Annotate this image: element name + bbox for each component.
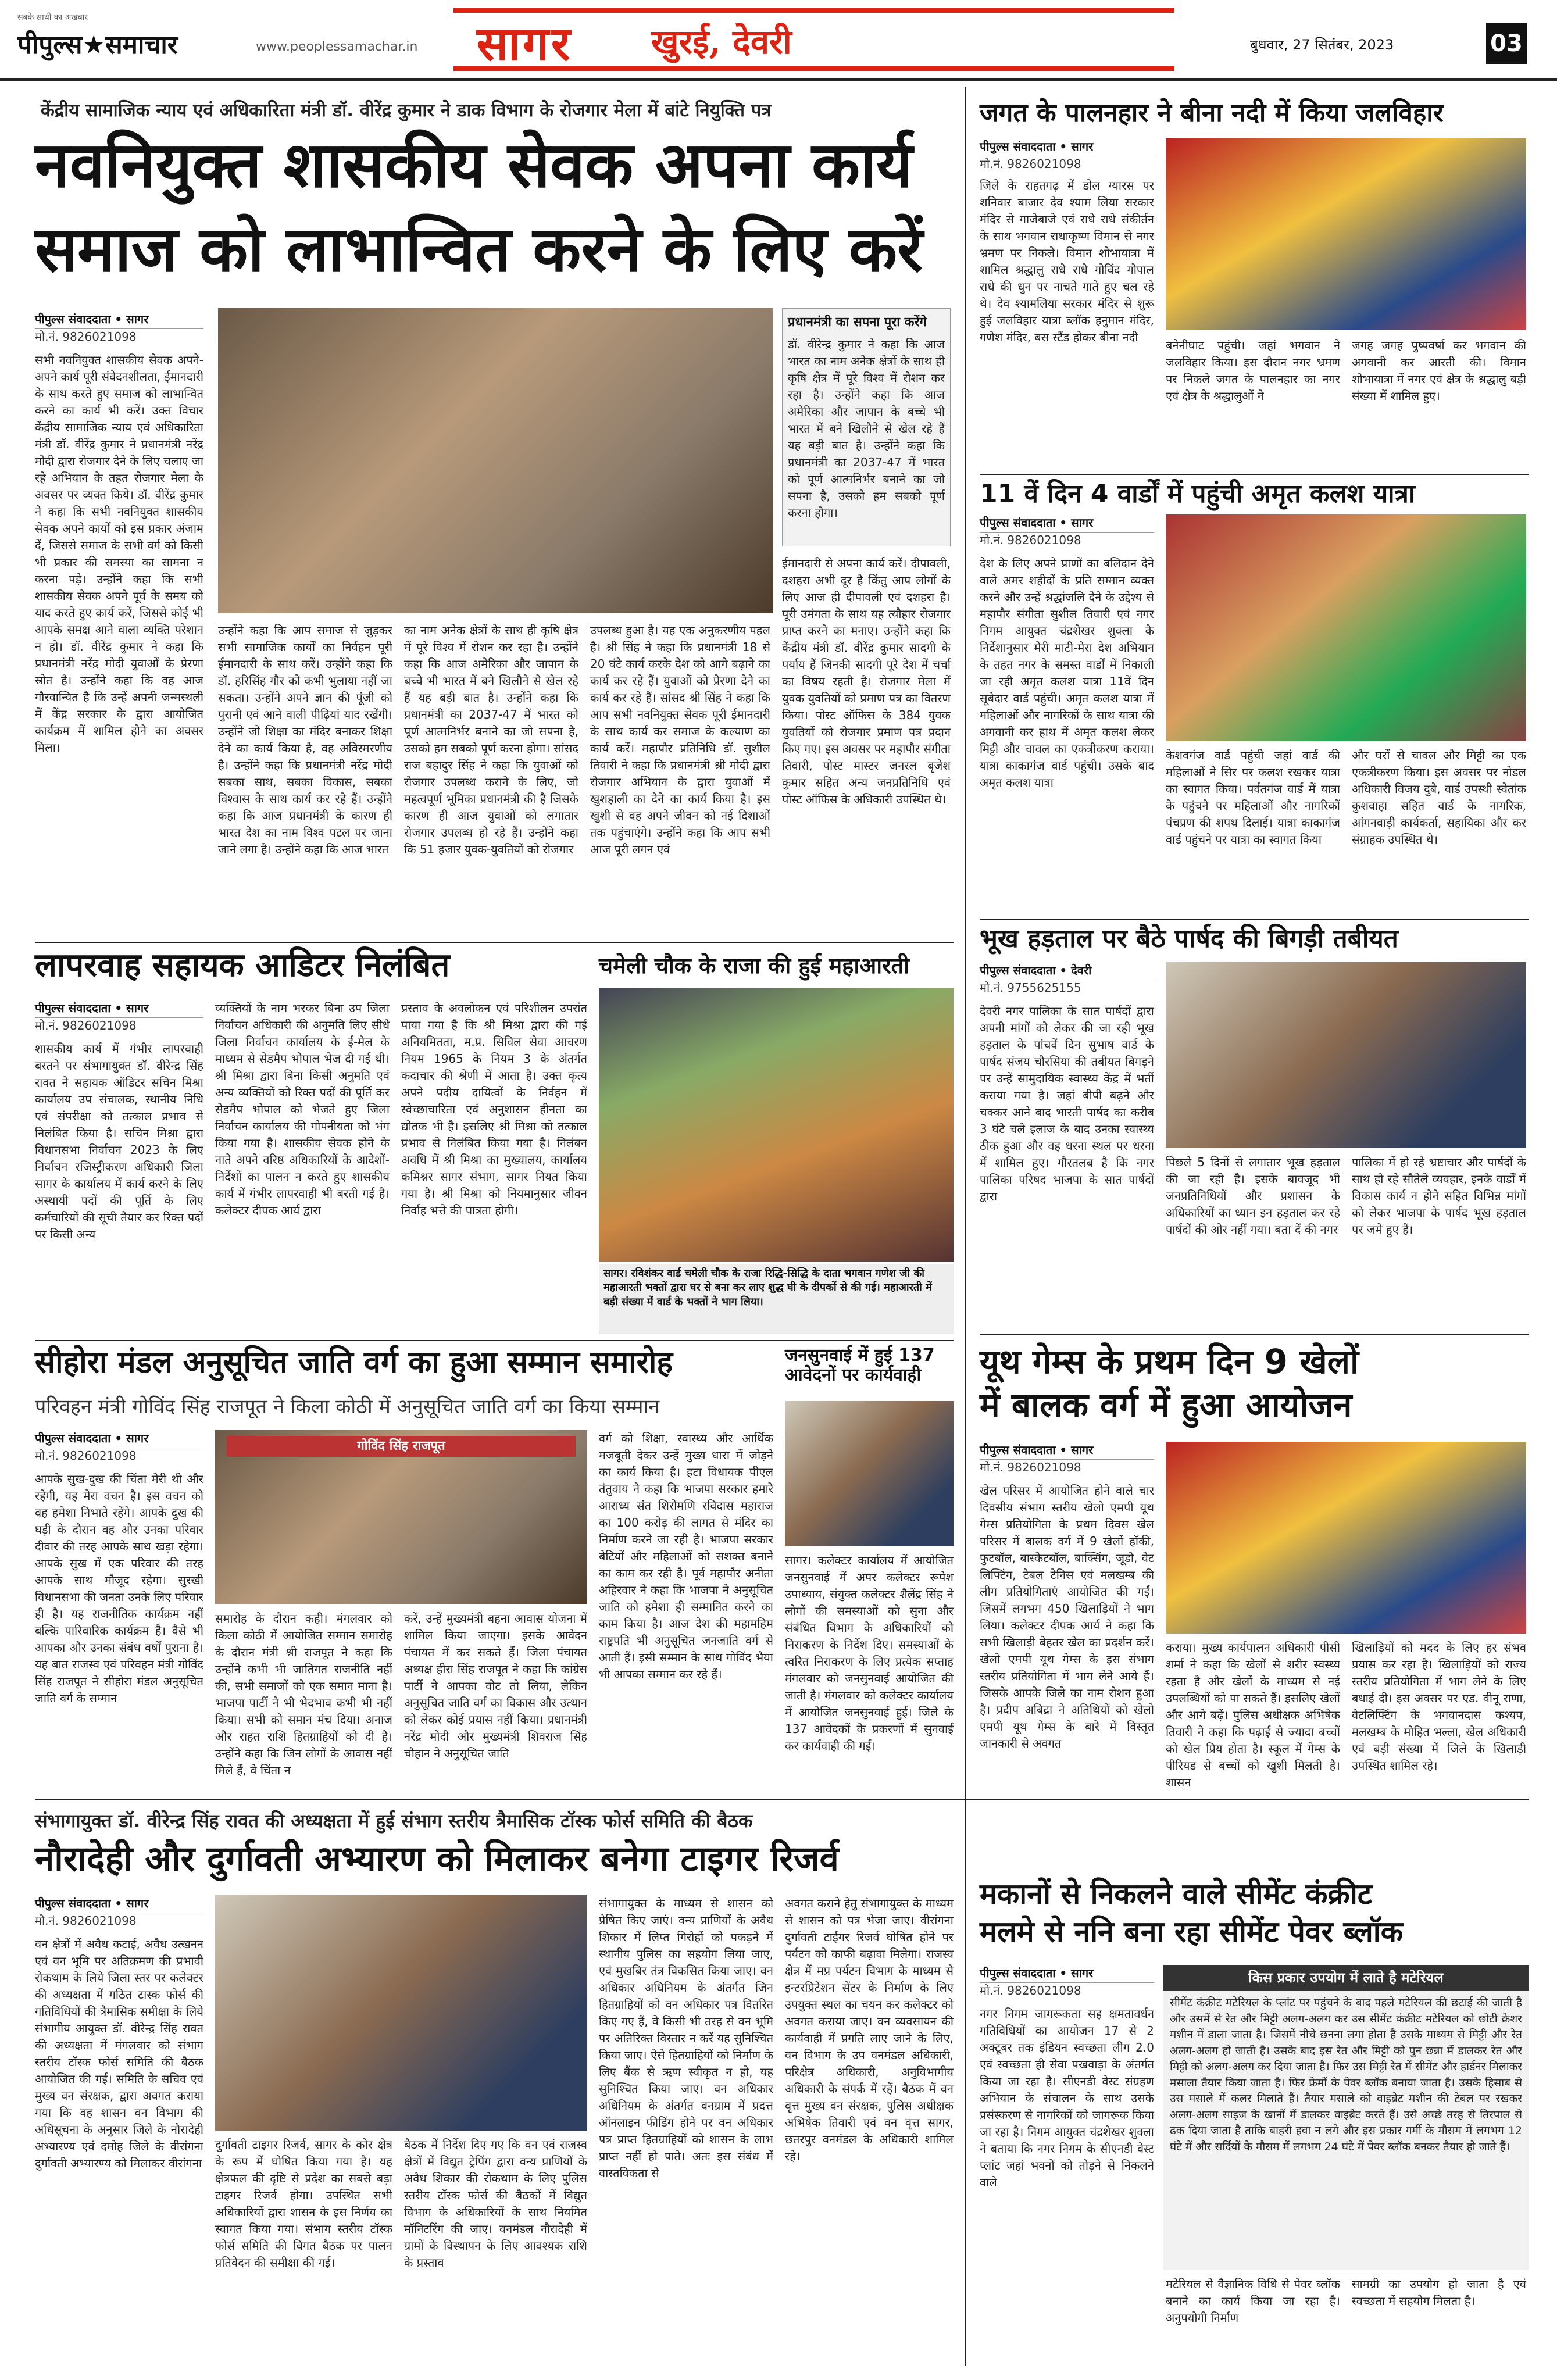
r5-column-3: सामग्री का उपयोग हो जाता है एवं स्वच्छता में सहयोग मिलता है। — [1352, 2277, 1526, 2308]
section-subtitle: खुरई, देवरी — [651, 22, 792, 62]
m4-photo — [785, 1401, 954, 1546]
page-number: 03 — [1486, 23, 1527, 64]
lead-column-4: उपलब्ध हुआ है। यह एक अनुकरणीय पहल है। श्री सिंह ने कहा कि प्रधानमंत्री 18 से 20 घंटे कार्य करके देश को आगे बढ़ाने का कार्य कर रहे हैं। युवाओं को प्रेरणा देने का कार्य कर रहे हैं। सांसद श्री सिंह ने कहा कि आप सभी नवनियुक्त सेवक पूरी ईमानदारी के साथ कार्य कर समाज के कल्याण का कार्य करें। महापौर प्रतिनिधि डॉ. सुशील तिवारी ने कहा कि प्रधानमंत्री श्री मोदी द्वारा रोजगार अभियान के द्वारा युवाओं में खुशहाली का देने का कार्य किया है। इस खुशी से वह अपने जीवन को नई दिशाओं तक पहुंचाएंगे। उन्होंने कहा कि आप सभी आज पूरी लगन एवं — [590, 623, 770, 856]
r2-mobile: मो.नं. 9826021098 — [980, 533, 1081, 547]
b1-headline: नौरादेही और दुर्गावती अभ्यारण को मिलाकर बनेगा टाइगर रिजर्व — [35, 1839, 839, 1879]
b1-column-4: संभागायुक्त के माध्यम से शासन को प्रेषित किए जाएं। वन्य प्राणियों के अवैध शिकार में लिप्त गिरोहों को पकड़ने में स्थानीय पुलिस का सहयोग लिया जाए, एवं मुखबिर तंत्र विकसित किया जाए। वन अधिकार अधिनियम के अंतर्गत जिन हितग्राहियों को वन अधिकार पत्र वितरित किए गए हैं, वे किसी भी तरह से वन भूमि पर अतिरिक्त विस्तार न करें यह सुनिश्चित किया जाए। ऐसे हितग्राहियों को निर्माण के लिए बैंक से ऋण स्वीकृत न हो, यह सुनिश्चित किया जाए। वन अधिकार अधिनियम के अंतर्गत वनग्राम में प्रदत्त ऑनलाइन फीडिंग होने पर वन अधिकार पत्र प्राप्त हितग्राहियों को शासन के लाभ प्राप्त नहीं हो पाते। अतः इस संबंध में वास्तविकता से — [599, 1896, 773, 2180]
m3-byline: पीपुल्स संवाददाता • सागर — [35, 1430, 203, 1448]
r4-headline-2: में बालक वर्ग में हुआ आयोजन — [980, 1385, 1352, 1425]
r4-column-2: कराया। मुख्य कार्यपालन अधिकारी पीसी शर्मा ने कहा कि खेलों से शरीर स्वस्थ्य रहता है और खेलों के माध्यम से नई उपलब्धियों को पा सकते हैं। इसलिए खेलों और आगे बढ़ें। पुलिस अधीक्षक अभिषेक तिवारी ने कहा कि पढ़ाई से ज्यादा बच्चों को खेल प्रिय होता है। स्कूल में गेम्स के पीरियड से बच्चों को खुशी मिलती है। शासन — [1166, 1641, 1340, 1789]
m2-caption: सागर। रविशंकर वार्ड चमेली चौक के राजा रिद्धि-सिद्धि के दाता भगवान गणेश जी की महाआरती भक्तों द्वारा घर से बना कर लाए शुद्ध घी के दीपकों से की गई। महाआरती में बड़ी संख्या में वार्ड के भक्तों ने भाग लिया। — [599, 1264, 954, 1334]
m2-photo — [599, 988, 954, 1262]
b1-kicker: संभागायुक्त डॉ. वीरेन्द्र सिंह रावत की अध्यक्षता में हुई संभाग स्तरीय त्रैमासिक टॉस्क फोर्स समिति की बैठक — [35, 1810, 753, 1832]
divider — [35, 942, 954, 943]
r5-column-2: मटेरियल से वैज्ञानिक विधि से पेवर ब्लॉक बनाने का कार्य किया जा रहा है। अनुपयोगी निर्माण — [1166, 2277, 1340, 2325]
m1-mobile: मो.नं. 9826021098 — [35, 1019, 137, 1032]
section-title: सागर — [477, 16, 573, 71]
r5-byline: पीपुल्स संवाददाता • सागर — [980, 1965, 1154, 1983]
lead-headline-1: नवनियुक्त शासकीय सेवक अपना कार्य — [35, 129, 913, 202]
m3-subhead: परिवहन मंत्री गोविंद सिंह राजपूत ने किला कोठी में अनुसूचित जाति वर्ग का किया सम्मान — [35, 1395, 660, 1418]
m4-headline: जनसुनवाई में हुई 137 आवेदनों पर कार्यवाही — [785, 1345, 935, 1385]
r2-photo — [1166, 514, 1526, 741]
sidebox-text: डॉ. वीरेन्द्र कुमार ने कहा कि आज भारत का नाम अनेक क्षेत्रों के साथ ही कृषि क्षेत्र में पूरे विश्व में रोशन कर रहा है। उन्होंने कहा कि आज अमेरिका और जापान के बच्चे भी भारत में बने खिलौने से खेल रहे हैं यह बड़ी बात है। उन्होंने कहा कि प्रधानमंत्री का 2037-47 में भारत को पूर्ण आत्मनिर्भर बनाने का जो सपना है, उसको हम सबको पूर्ण करना होगा। — [788, 337, 945, 520]
lead-photo — [218, 308, 773, 613]
site-url[interactable]: www.peoplessamachar.in — [256, 40, 418, 54]
b1-column-3: बैठक में निर्देश दिए गए कि वन एवं राजस्व क्षेत्रों में विद्युत ट्रेपिंग द्वारा वन्य प्राणियों के अवैध शिकार की रोकथाम के लिए पुलिस स्तरीय टॉस्क फोर्स की बैठकों में विद्युत विभाग के अधिकारियों के साथ नियमित मॉनिटरिंग की जाए। वनमंडल नौरादेही में ग्रामों के विस्थापन के लिए आवश्यक राशि के प्रस्ताव — [404, 2138, 587, 2270]
m3-column-4: वर्ग को शिक्षा, स्वास्थ्य और आर्थिक मजबूती देकर उन्हें मुख्य धारा में जोड़ने का कार्य किया है। हटा विधायक पीएल तंतुवाय ने कहा कि भाजपा सरकार हमारे आराध्य संत शिरोमणि रविदास महाराज का 100 करोड़ की लागत से मंदिर का निर्माण करने जा रही है। भाजपा सरकार बेटियों और महिलाओं को सशक्त बनाने का काम कर रही है। पूर्व महापौर अनीता अहिरवार ने कहा कि भाजपा ने अनुसूचित जाति को हमेशा ही सम्मानित करने का काम किया है। आज देश की महामहिम राष्ट्रपति भी अनुसूचित जनजाति वर्ग से आती हैं। इसी सम्मान के साथ गोविंद भैया भी आपका सम्मान कर रहे हैं। — [599, 1431, 773, 1681]
sidebox-title: प्रधानमंत्री का सपना पूरा करेंगे — [788, 315, 927, 330]
r2-headline: 11 वें दिन 4 वार्डों में पहुंची अमृत कलश यात्रा — [980, 479, 1416, 509]
r4-photo — [1166, 1442, 1526, 1634]
m3-column-3: करें, उन्हें मुख्यमंत्री बहना आवास योजना में शामिल किया जाएगा। इसके आवेदन पंचायत में कर सकते हैं। जिला पंचायत अध्यक्ष हीरा सिंह राजपूत ने कहा कि कांग्रेस पार्टी ने आपका वोट तो लिया, लेकिन अनुसूचित जाति वर्ग का विकास और उत्थान को लेकर कोई प्रयास नहीं किया। प्रधानमंत्री नरेंद्र मोदी और मुख्यमंत्री शिवराज सिंह चौहान ने अनुसूचित जाति — [404, 1611, 587, 1760]
m2-headline: चमेली चौक के राजा की हुई महाआरती — [599, 953, 910, 978]
logo-text: पीपुल्स★समाचार — [17, 30, 178, 60]
r4-column-3: खिलाड़ियों को मदद के लिए हर संभव प्रयास कर रहा है। खिलाड़ियों को राज्य स्तरीय प्रतियोगिता में भाग लेने के लिए बधाई दी। इस अवसर पर एड. वीनू राणा, वेटलिफ्टिंग के भगवानदास कश्यप, मलखम्ब के मोहित भल्ला, खेल अधिकारी एवं बड़ी संख्या में जिले के खिलाड़ी उपस्थित शामिल रहे। — [1352, 1641, 1526, 1773]
b1-column-1: वन क्षेत्रों में अवैध कटाई, अवैध उत्खनन एवं वन भूमि पर अतिक्रमण की प्रभावी रोकथाम के लिये जिला स्तर पर कलेक्टर की अध्यक्षता में गठित टास्क फोर्स की गतिविधियों की त्रैमासिक समीक्षा के लिये संभागीय आयुक्त डॉ. वीरेन्द्र सिंह रावत की अध्यक्षता में मंगलवार को संभाग स्तरीय टॉस्क फोर्स समिति की बैठक आयोजित की गई। समिति के सचिव एवं मुख्य वन संरक्षक, द्वारा अवगत कराया गया कि वह शासन वन विभाग की अधिसूचना के अनुसार जिले के नौरादेही अभ्यारण्य एवं दमोह जिले के वीरांगना दुर्गावती अभ्यारण्य को मिलाकर वीरांगना — [35, 1937, 203, 2170]
r1-column-3: जगह जगह पुष्पवर्षा कर भगवान की अगवानी कर आरती की। विमान शोभायात्रा में नगर एवं क्षेत्र के श्रद्धालु बड़ी संख्या में शामिल हुए। — [1352, 338, 1526, 403]
m3-column-1: आपके सुख-दुख की चिंता मेरी थी और रहेगी, यह मेरा वचन है। इस वचन को वह हमेशा निभाते रहेंगे। आपके दुख की घड़ी के दौरान वह और उनका परिवार दीवार की तरह आपके साथ खड़ा रहेगा। आपके सुख में एक परिवार की तरह आपके साथ मौजूद रहेगा। सुरखी विधानसभा की जनता उनके लिए परिवार ही है। यह राजनीतिक कार्यक्रम नहीं बल्कि पारिवारिक कार्यक्रम है। वैसे भी आपका और उनका संबंध वर्षों पुराना है। यह बात राजस्व एवं परिवहन मंत्री गोविंद सिंह राजपूत ने सीहोरा मंडल अनुसूचित जाति वर्ग के सम्मान — [35, 1472, 203, 1705]
lead-headline-2: समाज को लाभान्वित करने के लिए करें — [35, 213, 923, 286]
r5-column-1: नगर निगम जागरूकता सह क्षमतावर्धन गतिविधियों का आयोजन 17 से 2 अक्टूबर तक इंडियन स्वच्छता लीग 2.0 एवं स्वच्छता ही सेवा पखवाड़ा के अंतर्गत किया जा रहा है। सीएनडी वेस्ट संग्रहण अभियान के संचालन के साथ उसके प्रसंस्करण से नागरिकों को जागरूक किया जा रहा है। निगम आयुक्त चंद्रशेखर शुक्ला ने बताया कि नगर निगम के सीएनडी वेस्ट प्लांट जहां भवनों को तोड़ने से निकलने वाले — [980, 2007, 1154, 2189]
r1-byline: पीपुल्स संवाददाता • सागर — [980, 138, 1154, 156]
divider — [35, 1799, 1529, 1800]
lead-column-3: का नाम अनेक क्षेत्रों के साथ ही कृषि क्षेत्र में पूरे विश्व में रोशन कर रहा है। उन्होंने कहा कि आज अमेरिका और जापान के बच्चे भी भारत में बने खिलौने से खेल रहे हैं यह बड़ी बात है। उन्होंने कहा कि प्रधानमंत्री का 2037-47 में भारत को पूर्ण आत्मनिर्भर बनाने का जो सपना है, उसको हम सबको पूर्ण करना होगा। सांसद राज बहादुर सिंह ने कहा कि युवाओं को रोजगार उपलब्ध कराने के लिए, जो महत्वपूर्ण भूमिका प्रधानमंत्री की है जिसके कारण ही आज युवाओं को लगातार रोजगार उपलब्ध हो रहे हैं। उन्होंने कहा कि 51 हजार युवक-युवतियों को रोजगार — [404, 623, 578, 856]
r3-byline: पीपुल्स संवाददाता • देवरी — [980, 962, 1154, 980]
divider — [35, 1340, 954, 1341]
r3-photo — [1166, 962, 1526, 1148]
m1-column-2: व्यक्तियों के नाम भरकर बिना उप जिला निर्वाचन अधिकारी की अनुमति लिए सीधे जिला निर्वाचन कार्यालय के ई-मेल के माध्यम से सेडमैप भोपाल भेज दी गई थी। श्री मिश्रा द्वारा बिना किसी अनुमति एवं अन्य व्यक्तियों को रिक्त पदों की पूर्ति कर सेडमैप भोपाल को भेजते हुए जिला निर्वाचन कार्यालय की गोपनीयता को भंग किया गया है। शासकीय सेवक होने के नाते अपने वरिष्ठ अधिकारियों के आदेशों-निर्देशों का पालन न करते हुए शासकीय कार्य में गंभीर लापरवाही भी बरती गई है। कलेक्टर दीपक आर्य द्वारा — [215, 1001, 390, 1217]
tagline: सबके साथी का अखबार — [17, 13, 88, 22]
newspaper-logo[interactable] — [17, 12, 262, 67]
m3-mobile: मो.नं. 9826021098 — [35, 1449, 137, 1463]
r2-column-2: केशवगंज वार्ड पहुंची जहां वार्ड की महिलाओं ने सिर पर कलश रखकर यात्रा का स्वागत किया। पर्वतगंज वार्ड में यात्रा के पहुंचने पर महिलाओं और नागरिकों पंचप्रण की शपथ दिलाई। यात्रा काकागंज वार्ड पहुंचने पर यात्रा का स्वागत किया — [1166, 748, 1340, 846]
m1-column-3: प्रस्ताव के अवलोकन एवं परिशीलन उपरांत पाया गया है कि श्री मिश्रा द्वारा की गई अनियमितता, म.प्र. सिविल सेवा आचरण नियम 1965 के नियम 3 के अंतर्गत कदाचार की श्रेणी में आता है। उक्त कृत्य अपने पदीय दायित्वों के निर्वहन में स्वेच्छाचारिता एवं अनुशासन हीनता का द्योतक भी है। इसलिए श्री मिश्रा को तत्काल प्रभाव से निलंबित किया गया है। निलंबन अवधि में श्री मिश्रा का मुख्यालय, कार्यालय कमिश्नर सागर संभाग, सागर नियत किया गया है। श्री मिश्रा को नियमानुसार जीवन निर्वाह भत्ते की पात्रता होगी। — [401, 1001, 587, 1217]
r4-mobile: मो.नं. 9826021098 — [980, 1460, 1081, 1474]
r1-column-1: जिले के राहतगढ़ में डोल ग्यारस पर शनिवार बाजार देव श्याम लिया सरकार मंदिर से गाजेबाजे एवं राधे राधे संकीर्तन के साथ भगवान राधाकृष्ण विमान से नगर भ्रमण पर निकले। विमान शोभायात्रा में शामिल श्रद्धालु राधे राधे गोविंद गोपाल राधे की धुन पर नाचते गाते हुए चल रहे थे। देव श्यामलिया सरकार मंदिर से शुरू हुई जलविहार यात्रा ब्लॉक हनुमान मंदिर, गणेश मंदिर, बस स्टैंड होकर बीना नदी — [980, 178, 1154, 344]
m3-column-2: समारोह के दौरान कही। मंगलवार को किला कोठी में आयोजित सम्मान समारोह के दौरान मंत्री श्री राजपूत ने कहा कि उन्होंने कभी भी जातिगत राजनीति नहीं की, सभी समाजों को एक समान माना है। भाजपा पार्टी ने भी भेदभाव कभी भी नहीं किया। सभी को समान मंच दिया। अनाज और राहत राशि हितग्राहियों को दी है। उन्होंने कहा कि जिन लोगों के आवास नहीं मिले हैं, वे चिंता न — [215, 1611, 392, 1777]
divider — [980, 474, 1529, 475]
r4-byline: पीपुल्स संवाददाता • सागर — [980, 1442, 1154, 1460]
b1-byline: पीपुल्स संवाददाता • सागर — [35, 1895, 203, 1913]
r5-infobox-title: किस प्रकार उपयोग में लाते है मटेरियल — [1163, 1965, 1529, 1991]
r1-headline: जगत के पालनहार ने बीना नदी में किया जलविहार — [980, 98, 1444, 128]
lead-kicker: केंद्रीय सामाजिक न्याय एवं अधिकारिता मंत्री डॉ. वीरेंद्र कुमार ने डाक विभाग के रोजगार मेला में बांटे नियुक्ति पत्र — [41, 100, 772, 121]
b1-column-5: अवगत कराने हेतु संभागायुक्त के माध्यम से शासन को पत्र भेजा जाए। वीरांगना दुर्गावती टाईगर रिजर्व घोषित होने पर पर्यटन को काफी बढ़ावा मिलेगा। राजस्व क्षेत्र में मप्र पर्यटन विभाग के माध्यम से इन्टरप्रिटेशन सेंटर के निर्माण के लिए उपयुक्त स्थल का चयन कर कलेक्टर को अवगत कराया जाए। वन व्यवसायन की कार्यवाही में प्रगति लाए जाने के लिए, वन विभाग के उप वनमंडल अधिकारी, परिक्षेत्र अधिकारी, अनुविभागीय अधिकारी के संपर्क में रहें। बैठक में वन वृत्त मुख्य वन संरक्षक, पुलिस अधीक्षक अभिषेक तिवारी एवं वन वृत्त सागर, छतरपुर वनमंडल के अधिकारी शामिल रहे। — [785, 1896, 954, 2163]
lead-column-1: सभी नवनियुक्त शासकीय सेवक अपने-अपने कार्य पूरी संवेदनशीलता, ईमानदारी के साथ करते हुए समाज को लाभान्वित करने का कार्य भी करें। उक्त विचार केंद्रीय सामाजिक न्याय एवं अधिकारिता मंत्री डॉ. वीरेंद्र कुमार ने प्रधानमंत्री नरेंद्र मोदी द्वारा रोजगार देने के लिए चलाए जा रहे अभियान के तहत रोजगार मेला के अवसर पर व्यक्त किये। डॉ. वीरेंद्र कुमार ने कहा कि सभी नवनियुक्त शासकीय सेवक अपने कार्यों को इस प्रकार अंजाम दें, जिससे समाज के सभी वर्ग को किसी भी प्रकार की समस्या का सामना न करना पड़े। उन्होंने कहा कि सभी शासकीय सेवक अपने पूर्व के समय को याद करते हुए कार्य करें, जिससे कोई भी आपके समक्ष आने वाला व्यक्ति परेशान न हो। डॉ. वीरेंद्र कुमार ने कहा कि प्रधानमंत्री नरेंद्र मोदी युवाओं के प्रेरणा स्रोत है। उन्होंने कहा कि वह आज गौरवान्वित है कि उन्हें अपनी जन्मस्थली में केंद्र सरकार के द्वारा आयोजित कार्यक्रम में शामिल होने का अवसर मिला। — [35, 353, 203, 755]
divider — [980, 1334, 1529, 1335]
lead-byline: पीपुल्स संवाददाता • सागर — [35, 311, 203, 329]
r5-headline-2: मलमे से ननि बना रहा सीमेंट पेवर ब्लॉक — [980, 1915, 1404, 1949]
dateline: बुधवार, 27 सितंबर, 2023 — [1250, 37, 1394, 53]
r4-column-1: खेल परिसर में आयोजित होने वाले चार दिवसीय संभाग स्तरीय खेलो एमपी यूथ गेम्स प्रतियोगिता के प्रथम दिवस खेल परिसर में बालक वर्ग में 9 खेलों हॉकी, फुटबॉल, बास्केटबॉल, बाक्सिंग, जूडो, वेट लिफ्टिंग, टेबल टेनिस एवं मलखम्ब की लीग प्रतियोगिताएं आयोजित की गईं। जिसमें लगभग 450 खिलाड़ियों ने भाग लिया। कलेक्टर दीपक आर्य ने कहा कि सभी खिलाड़ी बेहतर खेल का प्रदर्शन करें। खेलो एमपी यूथ गेम्स के इस संभाग स्तरीय प्रतियोगिता में भाग लेने आये हैं। जिसके आपके जिले का नाम रोशन हुआ है। प्रदीप अबिद्रा ने अतिथियों को खेलो एमपी यूथ गेम्स के बारे में विस्तृत जानकारी से अवगत — [980, 1484, 1154, 1750]
r1-photo — [1166, 138, 1526, 330]
m3-banner: गोविंद सिंह राजपूत — [227, 1436, 576, 1457]
r1-mobile: मो.नं. 9826021098 — [980, 157, 1081, 171]
column-divider — [965, 87, 966, 2366]
r5-mobile: मो.नं. 9826021098 — [980, 1984, 1081, 1997]
r5-headline-1: मकानों से निकलने वाले सीमेंट कंक्रीट — [980, 1877, 1372, 1911]
b1-mobile: मो.नं. 9826021098 — [35, 1914, 137, 1928]
r3-headline: भूख हड़ताल पर बैठे पार्षद की बिगड़ी तबीयत — [980, 924, 1398, 953]
m1-byline: पीपुल्स संवाददाता • सागर — [35, 1000, 203, 1018]
lead-mobile: मो.नं. 9826021098 — [35, 330, 137, 344]
r2-column-3: और घरों से चावल और मिट्टी का एक एकत्रीकरण किया। इस अवसर पर नोडल अधिकारी विजय दुबे, वार्ड उपस्थी स्वेतांक कुशवाहा सहित वार्ड के नागरिक, आंगनवाड़ी कार्यकर्ता, सहायिका और कर संग्राहक उपस्थित थे। — [1352, 748, 1526, 846]
divider — [980, 919, 1529, 920]
m4-column-1: सागर। कलेक्टर कार्यालय में आयोजित जनसुनवाई में अपर कलेक्टर रूपेश उपाध्याय, संयुक्त कलेक्टर शैलेंद्र सिंह ने लोगों की समस्याओं को सुना और संबंधित विभाग के अधिकारियों को निराकरण के निर्देश दिए। समस्याओं के त्वरित निराकरण के लिए प्रत्येक सप्ताह मंगलवार को जनसुनवाई आयोजित की जाती है। मंगलवार को कलेक्टर कार्यालय में आयोजित जनसुनवाई हुई। जिले के 137 आवेदकों के प्रकरणों में सुनवाई कर कार्यवाही की गई। — [785, 1553, 954, 1753]
r2-byline: पीपुल्स संवाददाता • सागर — [980, 514, 1154, 533]
r4-headline-1: यूथ गेम्स के प्रथम दिन 9 खेलों — [980, 1342, 1359, 1381]
b1-photo — [215, 1895, 587, 2131]
r3-column-1: देवरी नगर पालिका के सात पार्षदों द्वारा अपनी मांगों को लेकर की जा रही भूख हड़ताल के पांचवें दिन सुभाष वार्ड के पार्षद संजय चौरसिया की तबीयत बिगड़ने पर उन्हें सामुदायिक स्वास्थ्य केंद्र में भर्ती कराया गया है। जहां बीपी बढ़ने और चक्कर आने बाद भारती पार्षद का करीब 3 घंटे चले इलाज के बाद उनका स्वास्थ्य ठीक हुआ और वह धरना स्थल पर धरना में शामिल हुए। गौरतलब है कि नगर पालिका परिषद भाजपा के सात पार्षदों द्वारा — [980, 1004, 1154, 1203]
r5-infobox-text: सीमेंट कंक्रीट मटेरियल के प्लांट पर पहुंचने के बाद पहले मटेरियल की छटाई की जाती है और उसमें से रेत और मिट्टी अलग-अलग कर उस सीमेंट कंक्रीट मटेरियल को छोटी क्रेशर मशीन में डाला जाता है। जिसमें नीचे छनना लगा होता है उसके माध्यम से मिट्टी और रेत अलग-अलग हो जाती है। उसके बाद इस रेत और मिट्टी को पुन छन्ना में डालकर रेत और मिट्टी को अलग-अलग कर दिया जाता है। फिर उस मिट्टी रेत में सीमेंट और हार्डनर मिलाकर मसाला तैयार किया जाता है। फिर फ्रेमों के पेवर ब्लॉक बनाया जाता है। उसके हिसाब से उस मसाले में कलर मिलाते हैं। तैयार मसाले को वाइब्रेट मशीन की टेबल पर रखकर अलग-अलग साइज के खानों में डालकर वाइब्रेट करते हैं। उसे अच्छे तरह से तिरपाल से ढक दिया जाता है ताकि बाहरी हवा न लगे और इस प्रकार गर्मी के मौसम में लगभग 12 घंटे में और सर्दियों के मौसम में लगभग 24 घंटे में पेवर ब्लॉक बनकर तैयार हो जाते हैं। — [1170, 1996, 1522, 2153]
r2-column-1: देश के लिए अपने प्राणों का बलिदान देने वाले अमर शहीदों के प्रति सम्मान व्यक्त करने और उन्हें श्रद्धांजलि देने के उद्देश्य से महापौर संगीता सुशील तिवारी एवं नगर निगम आयुक्त चंद्रशेखर शुक्ला के निर्देशानुसार मेरी माटी-मेरा देश अभियान के तहत नगर के समस्त वार्डों में निकाली जा रही अमृत कलश यात्रा 11वें दिन सूबेदार वार्ड पहुंची। अमृत कलश यात्रा में महिलाओं और नागरिकों के साथ यात्रा की अगवानी कर हाथ में अमृत कलश लेकर मिट्टी और चावल का एकत्रीकरण कराया। यात्रा काकागंज वार्ड पहुंची। उसके बाद अमृत कलश यात्रा — [980, 556, 1154, 789]
m1-column-1: शासकीय कार्य में गंभीर लापरवाही बरतने पर संभागायुक्त डॉ. वीरेन्द्र सिंह रावत ने सहायक ऑडिटर सचिन मिश्रा कार्यालय उप संचालक, स्थानीय निधि एवं संपरीक्षा को तत्काल प्रभाव से निलंबित किया है। सचिन मिश्रा द्वारा विधानसभा निर्वाचन 2023 के लिए निर्वाचन रजिस्ट्रीकरण अधिकारी जिला सागर के कार्यालय में कार्य करने के लिए अस्थायी पदों की पूर्ति के लिए कर्मचारियों की सूची तैयार कर रिक्त पदों पर किसी अन्य — [35, 1042, 203, 1241]
m1-headline: लापरवाह सहायक आडिटर निलंबित — [35, 946, 450, 984]
lead-column-5: ईमानदारी से अपना कार्य करें। दीपावली, दशहरा अभी दूर है किंतु आप लोगों के लिए आज ही दीपावली एवं दशहरा है। पूरी उमंगता के साथ यह त्यौहार रोजगार प्राप्त करने का मनाए। उन्होंने कहा कि केंद्रीय मंत्री डॉ. वीरेंद्र कुमार सादगी के पर्याय हैं जिनकी सादगी पूरे देश में चर्चा का विषय रहती है। रोजगार मेला में युवक युवतियों को प्रमाण पत्र का वितरण किया। पोस्ट ऑफिस के 384 युवक युवतियों को रोजगार प्रमाण पत्र प्रदान किए गए। इस अवसर पर महापौर संगीता तिवारी, पोस्ट मास्टर जनरल बृजेश कुमार सहित अन्य जनप्रतिनिधि एवं पोस्ट ऑफिस के अधिकारी उपस्थित थे। — [782, 556, 951, 806]
lead-column-2: उन्होंने कहा कि आप समाज से जुड़कर सभी सामाजिक कार्यों का निर्वहन पूरी ईमानदारी के साथ करें। उन्होंने कहा कि डॉ. हरिसिंह गौर को कभी भुलाया नहीं जा सकता। उन्होंने अपने ज्ञान की पूंजी को पुरानी एवं आने वाली पीढ़ियां याद रखेंगी। उन्होंने जो शिक्षा का मंदिर बनाकर शिक्षा देने का कार्य किया है, वह अविस्मरणीय है। उन्होंने कहा कि प्रधानमंत्री नरेंद्र मोदी सबका साथ, सबका विकास, सबका विश्वास के साथ कार्य कर रहे हैं। उन्होंने कहा कि आज प्रधानमंत्री के कारण ही भारत देश का नाम विश्व पटल पर जाना जाने लगा है। उन्होंने कहा कि आज भारत — [218, 623, 392, 856]
r1-column-2: बनेनीघाट पहुंची। जहां भगवान ने जलविहार किया। इस दौरान नगर भ्रमण पर निकले जगत के पालनहार का नगर एवं क्षेत्र के श्रद्धालुओं ने — [1166, 338, 1340, 403]
r3-column-3: पालिका में हो रहे भ्रष्टाचार और पार्षदों के साथ हो रहे सौतेले व्यवहार, इनके वार्डों में विकास कार्य न होने सहित विभिन्न मांगों को लेकर भाजपा के पार्षद भूख हड़ताल पर जमे हुए हैं। — [1352, 1155, 1526, 1237]
r3-mobile: मो.नं. 9755625155 — [980, 981, 1081, 995]
m3-headline: सीहोरा मंडल अनुसूचित जाति वर्ग का हुआ सम्मान समारोह — [35, 1345, 673, 1380]
b1-column-2: दुर्गावती टाइगर रिजर्व, सागर के कोर क्षेत्र के रूप में घोषित किया गया है। यह क्षेत्रफल की दृष्टि से प्रदेश का सबसे बड़ा टाइगर रिजर्व होगा। उपस्थित सभी अधिकारियों द्वारा शासन के इस निर्णय का स्वागत किया गया। संभाग स्तरीय टॉस्क फोर्स समिति की विगत बैठक पर पालन प्रतिवेदन की समीक्षा की गई। — [215, 2138, 392, 2270]
r3-column-2: पिछले 5 दिनों से लगातार भूख हड़ताल की जा रही है। इसके बावजूद भी जनप्रतिनिधियों और प्रशासन के अधिकारियों का ध्यान इन हड़ताल कर रहे पार्षदों की ओर नहीं गया। बता दें की नगर — [1166, 1155, 1340, 1237]
